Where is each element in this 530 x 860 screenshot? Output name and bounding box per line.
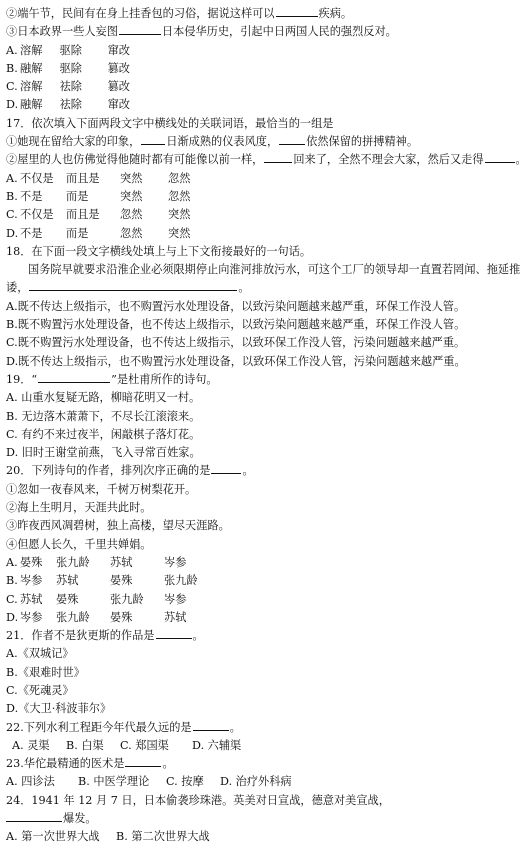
option-word: 张九龄 [110,592,144,606]
q24-stem-end: 爆发。 [63,812,97,826]
q17-item-1-mid: 日渐成熟的仪表风度， [166,135,279,149]
option-word: 溶解 [20,80,43,94]
q18-stem: 18．在下面一段文字横线处填上与上下文衔接最好的一句话。 [6,244,312,258]
q19-option-a: A. 山重水复疑无路，柳暗花明又一村。 [6,391,201,405]
answer-blank [211,462,241,474]
q22-stem-text: 22.下列水利工程距今年代最久远的是 [6,720,192,734]
q23-option-a: A. 四诊法 [6,775,55,789]
answer-blank [276,5,318,17]
q17-option-d [6,225,524,243]
q17-item-2-text: ②屋里的人也仿佛觉得他随时都有可能像以前一样， [6,153,264,167]
option-word: 窜改 [107,98,130,112]
q24-stem: 24．1941 年 12 月 7 日，日本偷袭珍珠港。英美对日宣战，德意对美宣战， [6,793,390,807]
option-label: C. [6,592,18,606]
q16-item-2-text: ②端午节，民间有在身上挂香包的习俗，据说这样可以 [6,7,275,20]
q16-item-3-end: 日本侵华历史，引起中日两国人民的强烈反对。 [161,25,397,39]
q16-item-3-text: ③日本政界一些人妄图 [6,25,118,39]
option-word: 忽然 [168,171,191,185]
option-word: 晏殊 [56,592,79,606]
option-word: 不仅是 [20,171,54,185]
q22-stem [6,719,524,737]
option-word: 不是 [20,226,43,240]
option-label: A. [6,43,18,57]
q24-stem-line-2 [6,810,524,828]
q17-item-2 [6,151,527,169]
q22-option-b: B. 白渠 [66,738,104,752]
option-word: 岑参 [164,592,187,606]
option-word: 突然 [168,226,191,240]
q16-option-d [6,96,524,114]
q16-item-2 [6,5,524,23]
q19-option-b: B. 无边落木萧萧下，不尽长江滚滚来。 [6,409,201,423]
option-word: 岑参 [20,610,43,624]
answer-blank [156,627,192,639]
q20-stem-text: 20．下列诗句的作者，排列次序正确的是 [6,464,211,478]
option-label: A. [6,171,18,185]
q19-stem [6,371,524,389]
option-word: 不是 [20,189,43,203]
option-word: 融解 [20,61,43,75]
answer-blank [264,151,292,163]
q20-option-c [6,591,524,609]
option-word: 而且是 [66,171,100,185]
option-word: 而是 [66,189,89,203]
q23-option-d: D. 治疗外科病 [220,775,292,789]
q17-stem: 17．依次填入下面两段文字中横线处的关联词语，最恰当的一组是 [6,116,334,130]
option-word: 苏轼 [164,610,187,624]
option-word: 祛除 [59,80,82,94]
option-label: D. [6,98,19,112]
option-word: 突然 [168,208,191,222]
q17-option-a [6,170,524,188]
q17-item-1-text: ①她现在留给大家的印象， [6,135,141,149]
q22-option-a: A. 灵渠 [12,738,50,752]
q16-option-c [6,78,524,96]
q17-item-2-mid: 回来了，全然不理会大家，然后又走得 [293,153,484,167]
q20-item-2: ②海上生明月，天涯共此时。 [6,501,152,515]
option-word: 驱除 [59,61,82,75]
option-word: 而且是 [66,208,100,222]
option-word: 祛除 [59,98,82,112]
option-label: C. [6,208,18,222]
q19-option-c: C. 有约不来过夜半，闲敲棋子落灯花。 [6,427,201,441]
q23-options [6,773,524,791]
q16-option-a [6,42,524,60]
answer-blank [193,719,229,731]
option-label: D. [6,610,19,624]
q20-item-4: ④但愿人长久，千里共婵娟。 [6,537,152,551]
q23-option-c: C. 按摩 [166,775,204,789]
q20-item-1: ①忽如一夜春风来，千树万树梨花开。 [6,482,197,496]
option-word: 苏轼 [56,574,79,588]
option-label: B. [6,574,18,588]
q17-item-1-end: 依然保留的拼搏精神。 [306,135,419,149]
q24-option-b: B. 第二次世界大战 [116,830,210,844]
option-word: 岑参 [164,555,187,569]
option-word: 篡改 [107,61,130,75]
option-word: 忽然 [168,189,191,203]
option-word: 岑参 [20,574,43,588]
q21-option-b: B.《艰难时世》 [6,665,85,679]
q22-stem-end: 。 [229,720,241,734]
option-word: 溶解 [20,43,43,57]
option-word: 张九龄 [164,574,198,588]
answer-blank [119,23,161,35]
option-word: 晏殊 [110,574,133,588]
answer-blank [38,371,110,383]
q17-item-1 [6,133,524,151]
option-word: 不仅是 [20,208,54,222]
option-word: 而是 [66,226,89,240]
q19-stem-end: ”是杜甫所作的诗句。 [111,372,218,386]
q20-item-3: ③昨夜西风凋碧树，独上高楼，望尽天涯路。 [6,519,230,533]
option-word: 苏轼 [20,592,43,606]
q21-stem-end: 。 [192,629,204,643]
option-word: 突然 [120,171,143,185]
option-word: 篡改 [107,80,130,94]
q20-option-a [6,554,524,572]
q23-stem-end: 。 [162,757,174,771]
q22-options [6,737,524,755]
q16-item-3 [6,23,524,41]
option-word: 忽然 [120,226,143,240]
q23-stem [6,755,524,773]
q20-stem [6,462,524,480]
q21-option-c: C.《死魂灵》 [6,683,74,697]
q21-option-d: D.《大卫·科波菲尔》 [6,702,112,716]
option-word: 忽然 [120,208,143,222]
q16-item-2-end: 疾病。 [318,7,353,20]
option-word: 驱除 [59,43,82,57]
q24-options [6,828,524,846]
option-word: 晏殊 [20,555,43,569]
q23-stem-text: 23.华佗最精通的医术是 [6,757,125,771]
q18-passage-line-1: 国务院早就要求沿淮企业必须限期停止向淮河排放污水，可这个工厂的领导却一直置若罔闻、拖延推 [28,263,521,277]
q21-stem-text: 21．作者不是狄更斯的作品是 [6,629,155,643]
q17-option-b [6,188,524,206]
q21-option-a: A.《双城记》 [6,647,74,661]
q18-option-b: B.既不购置污水处理设备，也不传达上级指示，以致污染问题越来越严重，环保工作没人管。 [6,318,466,332]
option-label: B. [6,189,18,203]
q18-passage-line-2 [6,279,524,297]
answer-blank [125,755,161,767]
option-label: B. [6,61,18,75]
option-word: 张九龄 [56,610,90,624]
q18-option-a: A.既不传达上级指示，也不购置污水处理设备，以致污染问题越来越严重，环保工作没人管。 [6,299,466,313]
q21-stem [6,627,524,645]
q22-option-d: D. 六辅渠 [192,738,242,752]
q18-option-d: D.既不传达上级指示，也不购置污水处理设备，以致环保工作没人管，污染问题越来越严重。 [6,354,466,368]
q18-passage-text: 诿， [6,281,29,295]
option-word: 窜改 [107,43,130,57]
option-label: D. [6,226,19,240]
q19-stem-text: 19．“ [6,372,38,386]
answer-blank [6,810,62,822]
q24-option-a: A. 第一次世界大战 [6,830,100,844]
q22-option-c: C. 郑国渠 [120,738,169,752]
q17-option-c [6,206,524,224]
q23-option-b: B. 中医学理论 [78,775,150,789]
option-word: 苏轼 [110,555,133,569]
q17-item-2-end: 。 [515,153,527,167]
q20-option-d [6,609,524,627]
answer-blank [141,133,165,145]
option-word: 融解 [20,98,43,112]
q18-passage-end: 。 [238,281,250,295]
q20-option-b [6,572,524,590]
option-word: 张九龄 [56,555,90,569]
q18-option-c: C.既不购置污水处理设备，也不传达上级指示，以致环保工作没人管，污染问题越来越严重。 [6,336,466,350]
q16-option-b [6,60,524,78]
option-label: A. [6,555,18,569]
q19-option-d: D. 旧时王谢堂前燕，飞入寻常百姓家。 [6,446,201,460]
q20-stem-end: 。 [242,464,254,478]
answer-blank [485,151,515,163]
option-word: 突然 [120,189,143,203]
answer-blank [29,279,237,291]
option-label: C. [6,80,18,94]
answer-blank [279,133,305,145]
option-word: 晏殊 [110,610,133,624]
